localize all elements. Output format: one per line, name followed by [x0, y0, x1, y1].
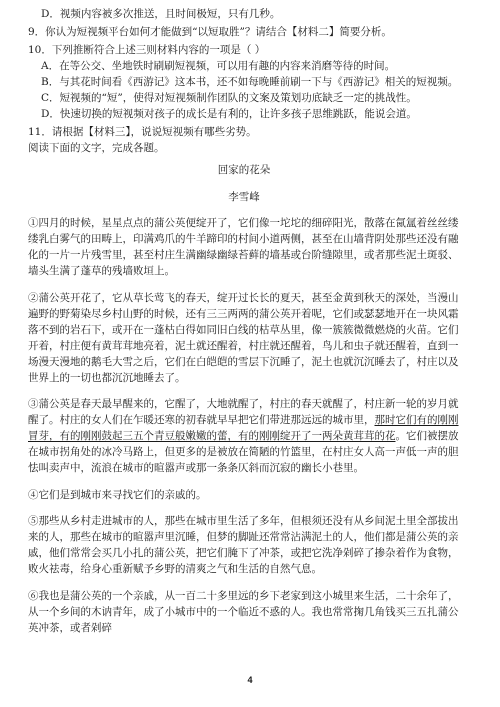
paragraph-3 — [28, 396, 460, 476]
option-d-previous: D．视频内容被多次推送，且时间极短，只有几秒。 — [41, 8, 281, 20]
page-number: 4 — [247, 675, 253, 685]
paragraph-2: ②蒲公英开花了，它从草长莺飞的春天，绽开过长长的夏天，甚至金黄到秋天的深处，当漫山遍野的野菊染尽乡村山野的时候，还有三三两两的蒲公英开着呢，它们或瑟瑟地开在一块风霜落不到的岩石下，或开在一蓬枯白得如同旧白线的枯草丛里，像一簇簇微微燃烧的火苗。它们开着，村庄便有黄茸茸地亮着，泥土就还醒着，村庄就还醒着，鸟儿和虫子就还醒着，直到一场漫天漫地的鹅毛大雪之后，它们在白皑皑的雪层下沉睡了，泥土也就沉沉睡去了，村庄以及世界上的一切也都沉沉地睡去了。 — [28, 291, 459, 384]
question-11: 11．请根据【材料三】，说说短视频有哪些劣势。 — [28, 126, 257, 138]
question-10: 10．下列推断符合上述三则材料内容的一项是（ ） — [28, 44, 266, 56]
paragraph-5: ⑤那些从乡村走进城市的人，那些在城市里生活了多年，但根须还没有从乡间泥土里全部拔出来的人，那些在城市的暄嚣声里沉睡，但梦的脚趾还常常沾满泥土的人，他们都是蒲公英的亲戚，他们常常会买几小扎的蒲公英，把它们腌下了冲茶，或把它洗净剁碎了掺杂着作为食物，败火祛毒，给身心重新赋予乡野的清爽之气和生活的自然气息。 — [28, 515, 459, 575]
article-title: 回家的花朵 — [217, 164, 271, 176]
paragraph-3-underlined: 那时它们有的刚刚冒芽，有的刚刚鼓起三五个青豆般嫩嫩的蕾，有的刚刚绽开了一两朵黄茸茸的花 — [28, 414, 459, 442]
article-author: 李雪峰 — [228, 190, 260, 203]
paragraph-4: ④它们是到城市来寻找它们的亲戚的。 — [28, 488, 207, 501]
question-9: 9．你认为短视频平台如何才能做到“以短取胜”？请结合【材料二】简要分析。 — [28, 26, 392, 38]
question-10-option-d: D．快速切换的短视频对孩子的成长是有利的，让许多孩子思维跳跃，能说会道。 — [41, 108, 417, 120]
question-10-option-b: B．与其花时间看《西游记》这本书，还不如每晚睡前刷一下与《西游记》相关的短视频。 — [41, 76, 459, 88]
paragraph-6: ⑥我也是蒲公英的一个亲戚，从一百二十多里远的乡下老家到这小城里来生活，二十余年了，从一个乡间的木讷青年，成了小城市中的一个临近不惑的人。我也常常掬几角钱买三五扎蒲公英冲茶，或者剁碎 — [28, 589, 459, 634]
paragraph-1: ①四月的时候，星星点点的蒲公英便绽开了，它们像一坨坨的细碎阳光，散落在氤氲着丝丝缕缕乳白雾气的田畴上，印满鸡爪的牛羊蹄印的村间小道两侧，甚至在山墙背阴处那些还没有融化的一片一片残雪里，甚至村庄生满幽绿幽绿苔藓的墙基或台阶缝隙里，或者那些泥土斑驳、墙头生满了蓬草的残墙败垣上。 — [28, 217, 459, 277]
paragraph-3-start: ③蒲公英是春天最早醒来的，它醒了，大地就醒了，村庄的春天就醒了，村庄新一轮的岁月就醒了。村庄的女人们在乍暖还寒的初春就早早把它们带进那远远的城市里， — [28, 398, 459, 426]
question-10-option-c: C．短视频的“短”，使得对短视频制作团队的文案及策划功底缺乏一定的挑战性。 — [41, 92, 417, 104]
reading-instruction: 阅读下面的文字，完成各题。 — [28, 142, 165, 154]
paragraph-3-end: 。它们被摆放在城市拐角处的冰冷马路上，但更多的是被放在简陋的竹篮里，在村庄女人高一声低一声的胆怯叫卖声中，流浪在城市的暄嚣声或那一条条仄斜而沉寂的幽长小巷里。 — [28, 430, 459, 474]
question-10-option-a: A．在等公交、坐地铁时刷刷短视频，可以用有趣的内容来消磨等待的时间。 — [41, 60, 396, 72]
